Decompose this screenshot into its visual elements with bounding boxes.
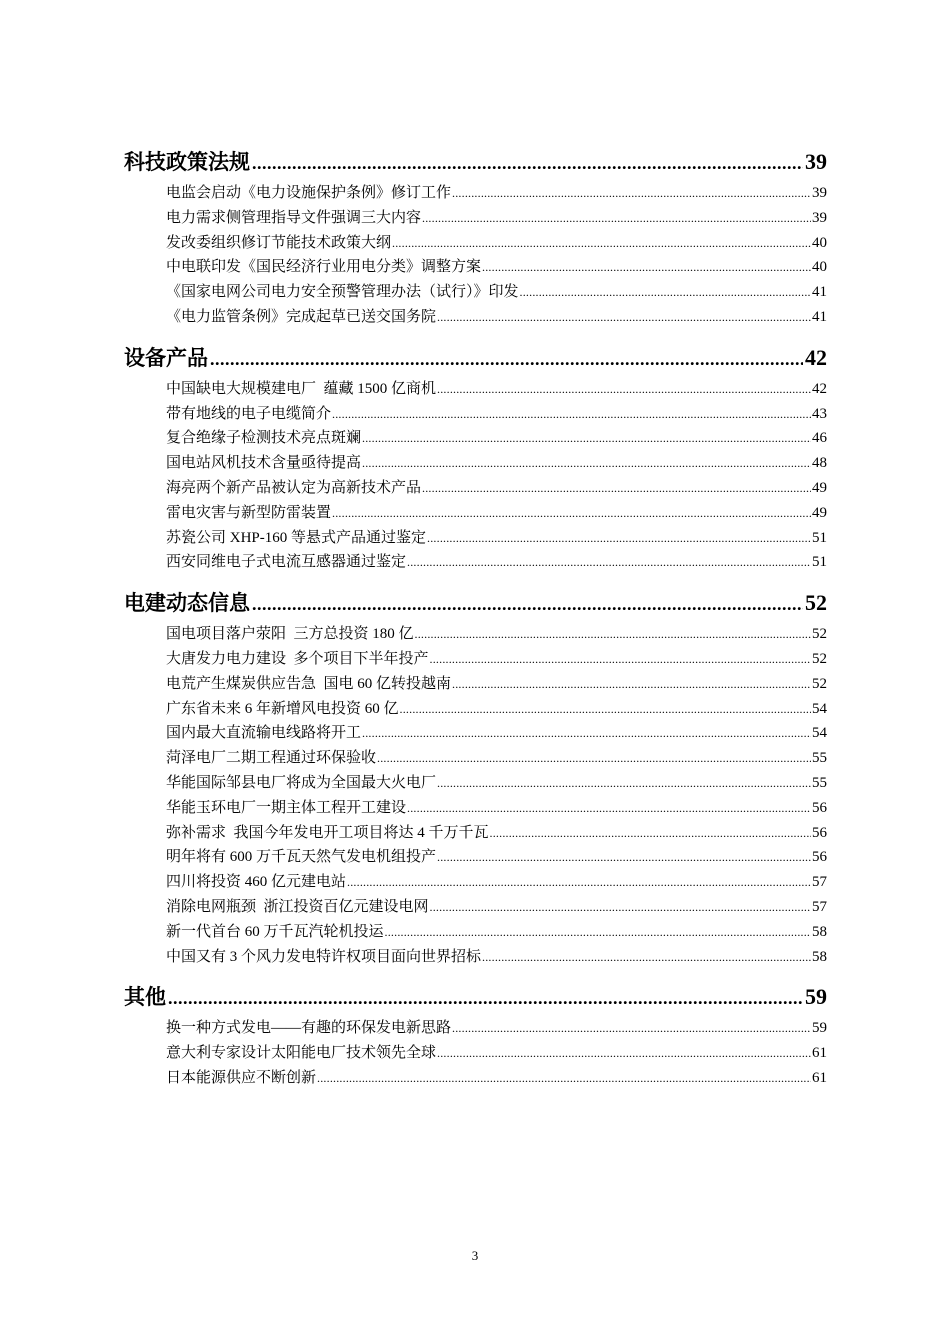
section-page-number: 39 [805,149,827,174]
toc-entry[interactable] [166,1041,827,1066]
dot-leader [400,702,811,717]
toc-entry[interactable] [166,426,827,451]
toc-entry[interactable] [166,305,827,330]
dot-leader [452,1021,811,1036]
entry-page-number: 40 [812,259,827,276]
entry-title: 弥补需求 我国今年发电开工项目将达 4 千万千瓦 [166,824,489,841]
page-number: 3 [471,1248,479,1263]
dot-leader [168,988,803,1009]
dot-leader [430,900,811,915]
dot-leader [362,431,811,446]
entry-title: 广东省未来 6 年新增风电投资 60 亿 [166,700,399,717]
toc-entry[interactable] [166,945,827,970]
entry-page-number: 51 [812,529,827,546]
entry-page-number: 56 [812,799,827,816]
entry-page-number: 57 [812,874,827,891]
toc-entry[interactable] [166,746,827,771]
entry-title: 菏泽电厂二期工程通过环保验收 [166,750,377,767]
entry-title: 换一种方式发电——有趣的环保发电新思路 [166,1020,452,1037]
toc-entry[interactable] [166,451,827,476]
entry-page-number: 40 [812,234,827,251]
entry-page-number: 52 [812,626,827,643]
entry-page-number: 43 [812,405,827,422]
dot-leader [407,555,811,570]
dot-leader [392,236,811,251]
toc-entry[interactable] [166,895,827,920]
toc-entry[interactable] [166,721,827,746]
dot-leader [452,186,811,201]
entry-title: 华能国际邹县电厂将成为全国最大火电厂 [166,774,437,791]
dot-leader [252,153,803,174]
entry-page-number: 55 [812,774,827,791]
section-title: 其他 [124,985,166,1010]
table-of-contents [124,146,827,1103]
section-entries [124,377,827,587]
entry-page-number: 49 [812,504,827,521]
entry-page-number: 57 [812,898,827,915]
section-page-number: 52 [805,590,827,616]
entry-title: 消除电网瓶颈 浙江投资百亿元建设电网 [166,898,429,915]
toc-entry[interactable] [166,377,827,402]
entry-page-number: 56 [812,849,827,866]
entry-title: 四川将投资 460 亿元建电站 [166,874,347,891]
section-title: 科技政策法规 [124,150,250,174]
entry-title: 电监会启动《电力设施保护条例》修订工作 [166,185,452,201]
entry-page-number: 55 [812,750,827,767]
dot-leader [252,594,803,615]
entry-title: 西安同维电子式电流互感器通过鉴定 [166,554,407,571]
entry-page-number: 61 [812,1069,827,1086]
entry-title: 带有地线的电子电缆简介 [166,405,332,422]
entry-title: 中国又有 3 个风力发电特许权项目面向世界招标 [166,948,482,965]
entry-title: 海亮两个新产品被认定为高新技术产品 [166,479,422,496]
entry-title: 《国家电网公司电力安全预警管理办法（试行）》印发 [166,284,519,301]
entry-title: 电力需求侧管理指导文件强调三大内容 [166,209,422,226]
toc-entry[interactable] [166,622,827,647]
dot-leader [385,925,811,940]
section-page-number: 42 [805,344,827,370]
entry-title: 国电项目落户荥阳 三方总投资 180 亿 [166,626,414,643]
toc-entry[interactable] [166,280,827,305]
section-heading[interactable] [124,587,827,622]
dot-leader [430,652,811,667]
entry-title: 意大利专家设计太阳能电厂技术领先全球 [166,1045,437,1062]
entry-page-number: 58 [812,923,827,940]
entry-title: 《电力监管条例》完成起草已送交国务院 [166,308,437,325]
entry-page-number: 52 [812,675,827,692]
toc-entry[interactable] [166,181,827,206]
section-entries [124,181,827,342]
toc-entry[interactable] [166,1066,827,1091]
dot-leader [415,627,811,642]
entry-page-number: 46 [812,430,827,447]
section-entries [124,1016,827,1102]
entry-page-number: 42 [812,380,827,397]
entry-page-number: 61 [812,1045,827,1062]
section-heading[interactable] [124,342,827,377]
entry-title: 发改委组织修订节能技术政策大纲 [166,234,392,251]
entry-title: 华能玉环电厂一期主体工程开工建设 [166,799,407,816]
toc-entry[interactable] [166,402,827,427]
toc-entry[interactable] [166,526,827,551]
toc-entry[interactable] [166,821,827,846]
entry-title: 国电站风机技术含量亟待提高 [166,455,362,472]
dot-leader [210,349,803,370]
entry-page-number: 54 [812,700,827,717]
dot-leader [437,310,811,325]
toc-section [124,342,827,587]
dot-leader [422,481,811,496]
dot-leader [332,407,811,422]
dot-leader [362,726,811,741]
toc-entry[interactable] [166,1016,827,1041]
section-heading[interactable] [124,981,827,1016]
section-heading[interactable] [124,146,827,181]
entry-title: 电荒产生煤炭供应告急 国电 60 亿转投越南 [166,675,452,692]
entry-title: 中电联印发《国民经济行业用电分类》调整方案 [166,259,482,276]
toc-section [124,146,827,342]
toc-entry[interactable] [166,476,827,501]
entry-title: 苏瓷公司 XHP-160 等悬式产品通过鉴定 [166,529,427,546]
entry-page-number: 49 [812,479,827,496]
entry-title: 大唐发力电力建设 多个项目下半年投产 [166,650,429,667]
entry-page-number: 59 [812,1020,827,1037]
entry-page-number: 54 [812,725,827,742]
entry-title: 雷电灾害与新型防雷装置 [166,504,332,521]
dot-leader [347,875,811,890]
entry-page-number: 52 [812,650,827,667]
entry-page-number: 39 [812,185,827,201]
entry-page-number: 58 [812,948,827,965]
entry-page-number: 41 [812,308,827,325]
toc-entry[interactable] [166,845,827,870]
section-title: 电建动态信息 [124,591,250,616]
section-entries [124,622,827,981]
toc-entry[interactable] [166,796,827,821]
toc-entry[interactable] [166,550,827,575]
dot-leader [362,456,811,471]
dot-leader [317,1071,811,1086]
dot-leader [490,826,811,841]
entry-title: 日本能源供应不断创新 [166,1069,317,1086]
toc-entry[interactable] [166,206,827,231]
section-page-number: 59 [805,984,827,1010]
toc-entry[interactable] [166,870,827,895]
dot-leader [377,751,811,766]
entry-title: 中国缺电大规模建电厂 蕴藏 1500 亿商机 [166,380,437,397]
entry-page-number: 48 [812,455,827,472]
dot-leader [482,950,811,965]
entry-title: 复合绝缘子检测技术亮点斑斓 [166,430,362,447]
dot-leader [427,531,811,546]
toc-entry[interactable] [166,255,827,280]
toc-entry[interactable] [166,501,827,526]
entry-page-number: 51 [812,554,827,571]
dot-leader [437,382,811,397]
toc-entry[interactable] [166,697,827,722]
dot-leader [452,677,811,692]
dot-leader [332,506,811,521]
dot-leader [437,850,811,865]
dot-leader [482,260,811,275]
toc-entry[interactable] [166,771,827,796]
toc-section [124,981,827,1102]
dot-leader [407,801,811,816]
toc-entry[interactable] [166,647,827,672]
section-title: 设备产品 [124,345,208,370]
dot-leader [437,1046,811,1061]
entry-page-number: 41 [812,284,827,301]
entry-title: 明年将有 600 万千瓦天然气发电机组投产 [166,849,437,866]
toc-entry[interactable] [166,672,827,697]
toc-section [124,587,827,981]
entry-page-number: 39 [812,209,827,226]
dot-leader [422,211,811,226]
dot-leader [520,285,811,300]
toc-entry[interactable] [166,920,827,945]
dot-leader [437,776,811,791]
entry-title: 新一代首台 60 万千瓦汽轮机投运 [166,923,384,940]
entry-title: 国内最大直流输电线路将开工 [166,725,362,742]
toc-entry[interactable] [166,231,827,256]
entry-page-number: 56 [812,824,827,841]
